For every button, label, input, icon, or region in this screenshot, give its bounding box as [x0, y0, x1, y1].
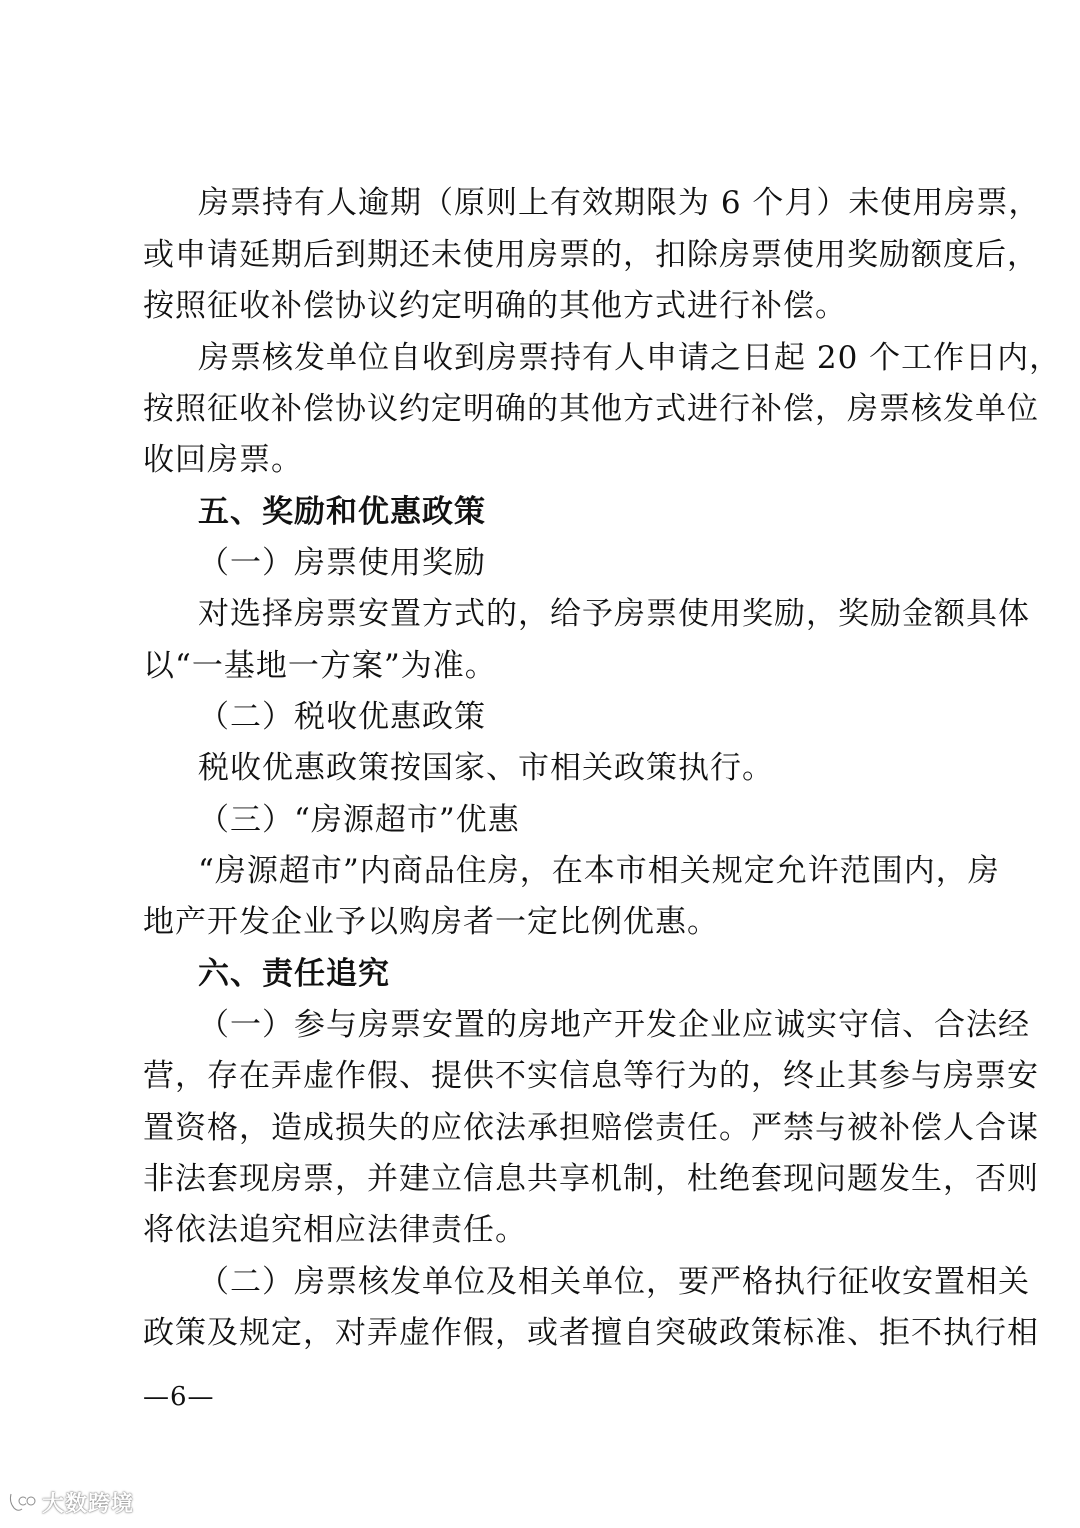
paragraph-line: 按照征收补偿协议约定明确的其他方式进行补偿，房票核发单位	[143, 391, 1039, 427]
paragraph-line: 地产开发企业予以购房者一定比例优惠。	[143, 904, 719, 940]
paragraph-line: 非法套现房票，并建立信息共享机制，杜绝套现问题发生，否则	[143, 1161, 1039, 1197]
section-heading: 六、责任追究	[198, 956, 390, 992]
brand-logo-icon	[8, 1490, 36, 1514]
paragraph-line: “房源超市”内商品住房，在本市相关规定允许范围内，房	[198, 853, 1000, 889]
watermark	[8, 1484, 134, 1520]
paragraph-line: 将依法追究相应法律责任。	[143, 1212, 527, 1248]
paragraph-line: 房票持有人逾期（原则上有效期限为 6 个月）未使用房票，	[198, 185, 1041, 221]
paragraph-line: 置资格，造成损失的应依法承担赔偿责任。严禁与被补偿人合谋	[143, 1110, 1039, 1146]
paragraph-line: 营，存在弄虚作假、提供不实信息等行为的，终止其参与房票安	[143, 1058, 1039, 1094]
section-heading: 五、奖励和优惠政策	[198, 494, 486, 530]
paragraph-line: （二）房票核发单位及相关单位，要严格执行征收安置相关	[198, 1264, 1030, 1300]
subsection-heading: （二）税收优惠政策	[198, 699, 486, 735]
subsection-heading: （一）房票使用奖励	[198, 545, 486, 581]
paragraph-line: 按照征收补偿协议约定明确的其他方式进行补偿。	[143, 288, 847, 324]
paragraph-line: 以“一基地一方案”为准。	[143, 648, 497, 684]
paragraph-line: 对选择房票安置方式的，给予房票使用奖励，奖励金额具体	[198, 596, 1030, 632]
watermark-text: 大数跨境	[42, 1491, 135, 1517]
paragraph-line: 或申请延期后到期还未使用房票的，扣除房票使用奖励额度后，	[143, 237, 1039, 273]
paragraph-line: 房票核发单位自收到房票持有人申请之日起 20 个工作日内，	[198, 340, 1062, 376]
subsection-heading: （三）“房源超市”优惠	[198, 802, 520, 838]
paragraph-line: （一）参与房票安置的房地产开发企业应诚实守信、合法经	[198, 1007, 1030, 1043]
page-number: —6—	[143, 1382, 215, 1412]
paragraph-line: 政策及规定，对弄虚作假，或者擅自突破政策标准、拒不执行相	[143, 1315, 1039, 1351]
paragraph-line: 收回房票。	[143, 442, 303, 478]
paragraph-line: 税收优惠政策按国家、市相关政策执行。	[198, 750, 774, 786]
